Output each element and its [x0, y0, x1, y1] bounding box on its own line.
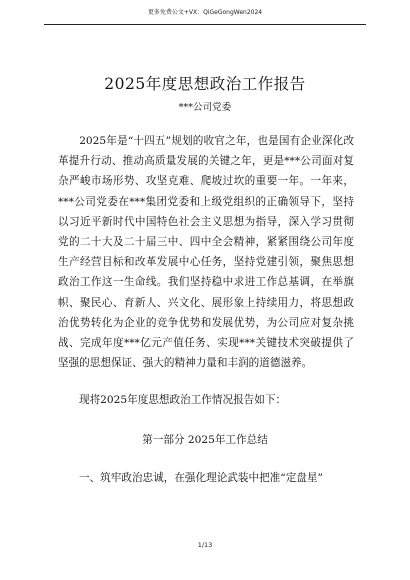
body-text — [58, 131, 354, 373]
page-header — [44, 6, 366, 25]
intro-line: 现将2025年度思想政治工作情况报告如下： — [79, 394, 287, 406]
page-number: 1/13 — [197, 541, 213, 549]
subsection-heading: 一、筑牢政治忠诚，在强化理论武装中把准“定盘星” — [79, 472, 323, 484]
section-heading: 第一部分 2025年工作总结 — [142, 434, 268, 446]
header-text: 更多免费公文+VX：QiGeGongWen2024 — [147, 9, 263, 16]
document-title: 2025年度思想政治工作报告 — [104, 75, 306, 93]
body-paragraph: 2025年是“十四五”规划的收官之年，也是国有企业深化改革提升行动、推动高质量发展的关键之年，更是***公司面对复杂严峻市场形势、攻坚克难、爬坡过坎的重要一年。一年来，***公司党委在***集团党委和上级党组织的正确领导下，坚持以习近平新时代中国特色社会主义思想为指导，深入学习贯彻党的二十大及二十届三中、四中全会精神，紧紧围绕公司年度生产经营目标和改革发展中心任务，坚持党建引领，聚焦思想政治工作这一生命线。我们坚持稳中求进工作总基调，在举旗帜、聚民心、育新人、兴文化、展形象上持续用力，将思想政治优势转化为企业的竞争优势和发展优势，为公司应对复杂挑战、完成年度***亿元产值任务、实现***关键技术突破提供了坚强的思想保证、强大的精神力量和丰润的道德滋养。 — [58, 135, 354, 370]
document-author: ***公司党委 — [178, 102, 232, 113]
